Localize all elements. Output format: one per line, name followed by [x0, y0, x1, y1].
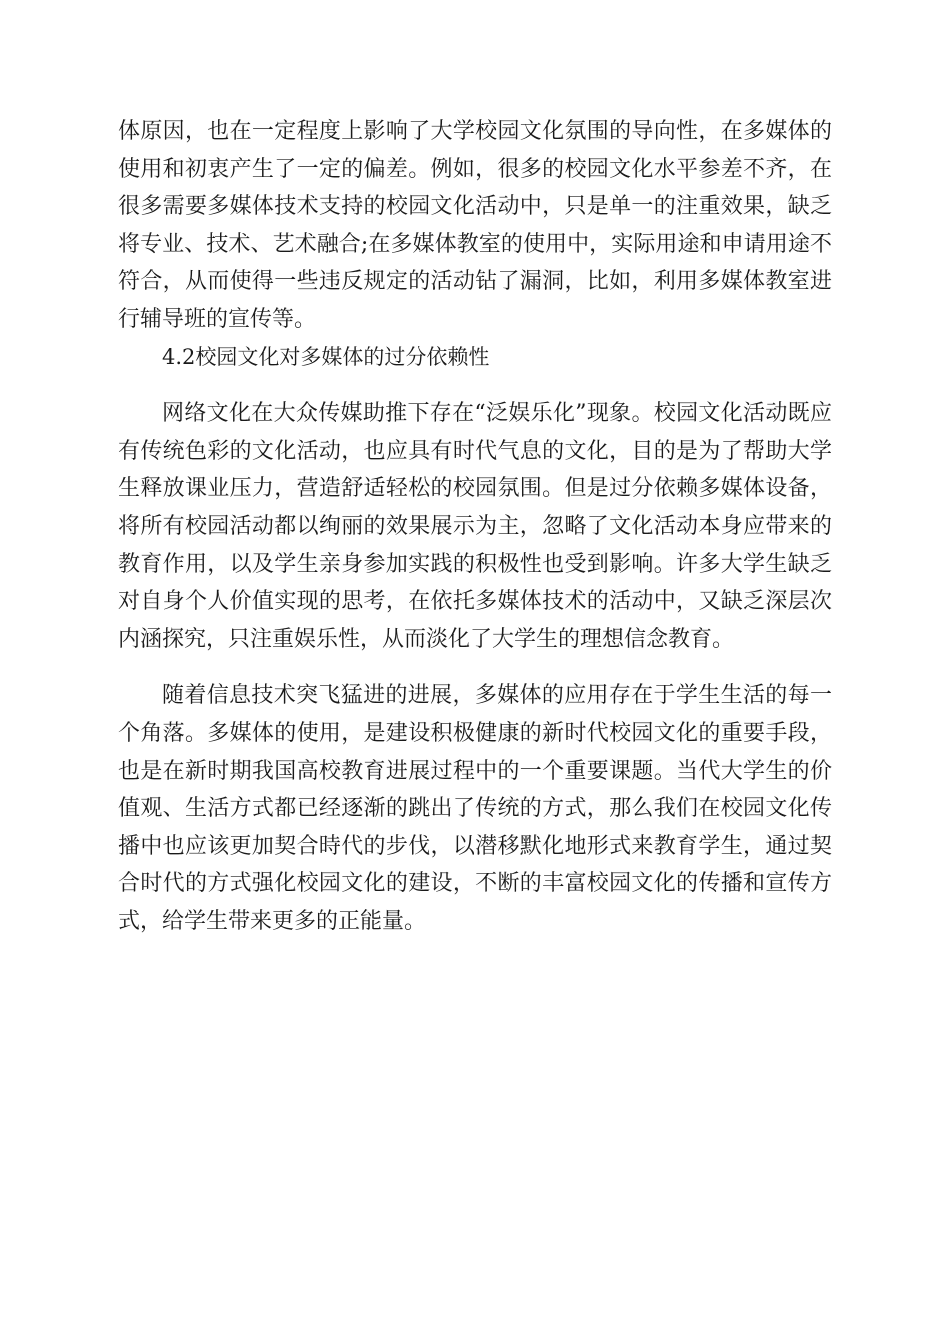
paragraph-entertainment: 网络文化在大众传媒助推下存在“泛娱乐化”现象。校园文化活动既应有传统色彩的文化活动，也应具有时代气息的文化，目的是为了帮助大学生释放课业压力，营造舒适轻松的校园氛围。但是过分依赖多媒体设备，将所有校园活动都以绚丽的效果展示为主，忽略了文化活动本身应带来的教育作用，以及学生亲身参加实践的积极性也受到影响。许多大学生缺乏对自身个人价值实现的思考，在依托多媒体技术的活动中，又缺乏深层次内涵探究，只注重娱乐性，从而淡化了大学生的理想信念教育。	[118, 401, 832, 652]
section-heading: 4.2校园文化对多媒体的过分依赖性	[162, 344, 490, 369]
document-body	[118, 113, 832, 940]
paragraph-information-technology: 随着信息技术突飞猛进的进展，多媒体的应用存在于学生生活的每一个角落。多媒体的使用，是建设积极健康的新时代校园文化的重要手段，也是在新时期我国高校教育进展过程中的一个重要课题。当代大学生的价值观、生活方式都已经逐渐的跳出了传统的方式，那么我们在校园文化传播中也应该更加契合時代的步伐，以潜移默化地形式来教育学生，通过契合时代的方式强化校园文化的建设，不断的丰富校园文化的传播和宣传方式，给学生带来更多的正能量。	[118, 683, 832, 934]
paragraph-continued: 体原因，也在一定程度上影响了大学校园文化氛围的导向性，在多媒体的使用和初衷产生了一定的偏差。例如，很多的校园文化水平参差不齐，在很多需要多媒体技术支持的校园文化活动中，只是单一的注重效果，缺乏将专业、技术、艺术融合;在多媒体教室的使用中，实际用途和申请用途不符合，从而使得一些违反规定的活动钻了漏洞，比如，利用多媒体教室进行辅导班的宣传等。	[118, 119, 832, 332]
